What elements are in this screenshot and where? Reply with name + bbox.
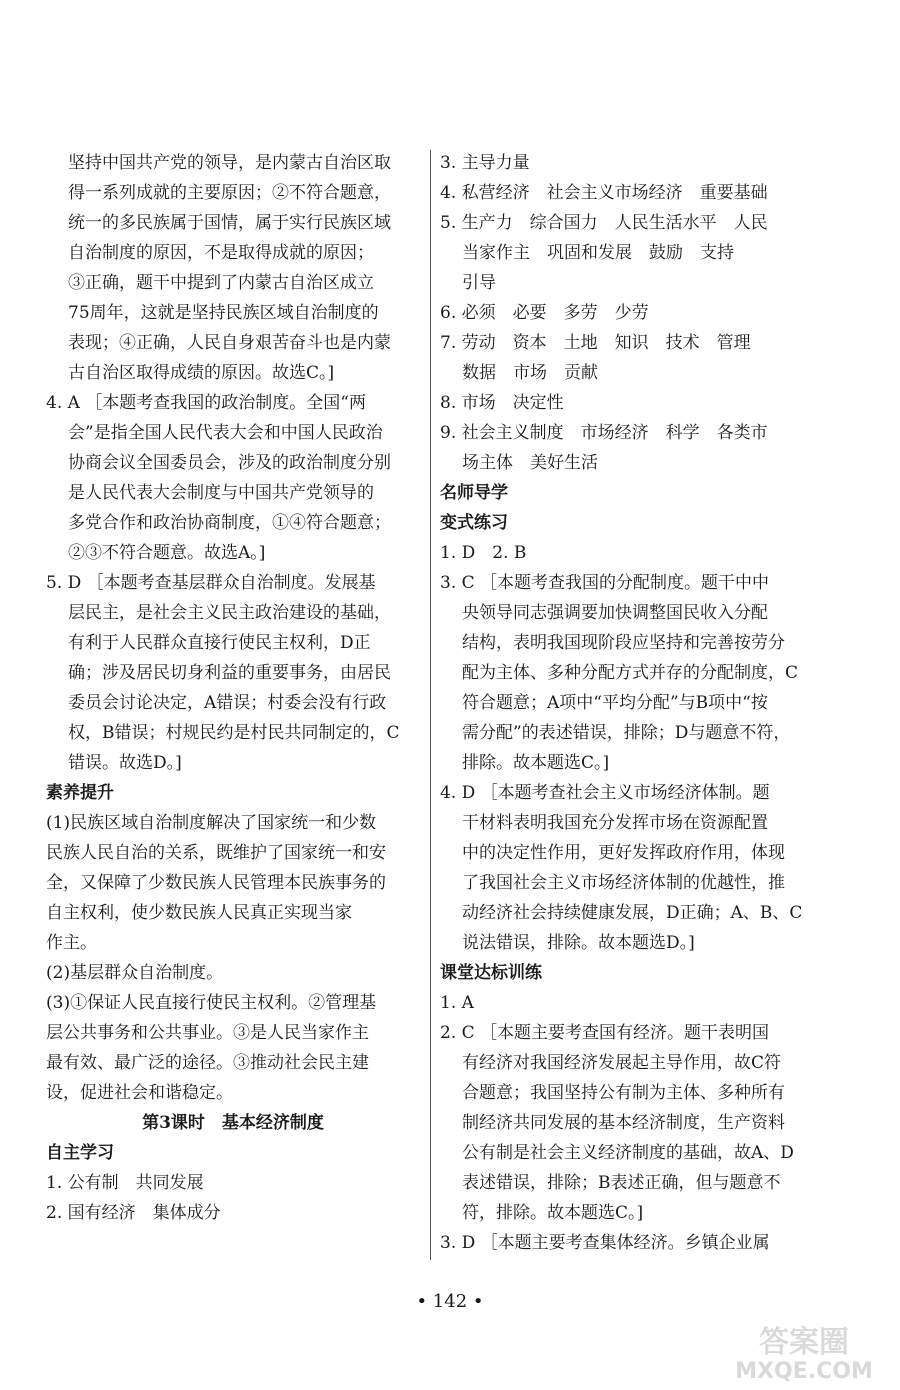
left-column (46, 148, 420, 1228)
left-text-line: 设，促进社会和谐稳定。 (46, 1083, 233, 1103)
right-text-line: 了我国社会主义市场经济体制的优越性，推 (462, 873, 785, 893)
right-text-line: 合题意；我国坚持公有制为主体、多种所有 (462, 1083, 785, 1103)
page-number: • 142 • (416, 1291, 484, 1312)
right-text-line: 3. 主导力量 (440, 153, 530, 173)
right-text-line: 3. C ［本题考查我国的分配制度。题干中中 (440, 573, 770, 593)
right-text-line: 表述错误，排除；B表述正确，但与题意不 (462, 1173, 781, 1193)
right-heading: 课堂达标训练 (440, 963, 542, 983)
right-text-line: 场主体 美好生活 (462, 453, 598, 473)
left-text-line: 最有效、最广泛的途径。③推动社会民主建 (46, 1053, 369, 1073)
left-text-line: 4. A ［本题考查我国的政治制度。全国“两 (46, 393, 366, 413)
right-text-line: 1. D 2. B (440, 543, 527, 563)
right-text-line: 制经济共同发展的基本经济制度，生产资料 (462, 1113, 785, 1133)
right-text-line: 4. 私营经济 社会主义市场经济 重要基础 (440, 183, 768, 203)
left-text-line: (3)①保证人民直接行使民主权利。②管理基 (46, 993, 377, 1013)
left-text-line: 权，B错误；村规民约是村民共同制定的，C (68, 723, 400, 743)
right-text-line: 符合题意；A项中“平均分配”与B项中“按 (462, 693, 768, 713)
right-text-line: 干材料表明我国充分发挥市场在资源配置 (462, 813, 768, 833)
left-text-line: 自治制度的原因，不是取得成就的原因； (68, 243, 374, 263)
left-text-line: 确；涉及居民切身利益的重要事务，由居民 (68, 663, 391, 683)
left-heading: 自主学习 (46, 1143, 114, 1163)
left-text-line: 民族人民自治的关系，既维护了国家统一和安 (46, 843, 386, 863)
right-text-line: 需分配”的表述错误，排除；D与题意不符， (462, 723, 791, 743)
watermark-url: MXQE.COM (735, 1359, 873, 1384)
left-text-line: 坚持中国共产党的领导，是内蒙古自治区取 (68, 153, 391, 173)
left-text-line: 作主。 (46, 933, 97, 953)
right-heading: 名师导学 (440, 483, 508, 503)
right-text-line: 排除。故本题选C。] (462, 753, 610, 773)
right-text-line: 结构，表明我国现阶段应坚持和完善按劳分 (462, 633, 785, 653)
column-divider (430, 150, 431, 1260)
right-text-line: 5. 生产力 综合国力 人民生活水平 人民 (440, 213, 768, 233)
left-text-line: ③正确，题干中提到了内蒙古自治区成立 (68, 273, 374, 293)
left-text-line: 古自治区取得成绩的原因。故选C。] (68, 363, 335, 383)
right-text-line: 配为主体、多种分配方式并存的分配制度，C (462, 663, 799, 683)
left-text-line: 协商会议全国委员会，涉及的政治制度分别 (68, 453, 391, 473)
right-text-line: 4. D ［本题考查社会主义市场经济体制。题 (440, 783, 770, 803)
right-text-line: 3. D ［本题主要考查集体经济。乡镇企业属 (440, 1233, 770, 1253)
left-text-line: ②③不符合题意。故选A。] (68, 543, 266, 563)
left-text-line: 2. 国有经济 集体成分 (46, 1203, 221, 1223)
left-text-line: (2)基层群众自治制度。 (46, 963, 224, 983)
left-text-line: 全，又保障了少数民族人民管理本民族事务的 (46, 873, 386, 893)
left-text-line: 表现；④正确，人民自身艰苦奋斗也是内蒙 (68, 333, 391, 353)
left-text-line: 层民主，是社会主义民主政治建设的基础， (68, 603, 391, 623)
left-text-line: 1. 公有制 共同发展 (46, 1173, 204, 1193)
left-text-line: 会”是指全国人民代表大会和中国人民政治 (68, 423, 383, 443)
left-heading: 素养提升 (46, 783, 114, 803)
right-column (440, 148, 818, 1258)
left-text-line: 是人民代表大会制度与中国共产党领导的 (68, 483, 374, 503)
left-text-line: 自主权利，使少数民族人民真正实现当家 (46, 903, 352, 923)
watermark-logo (718, 1318, 890, 1384)
left-text-line: 75周年，这就是坚持民族区域自治制度的 (68, 303, 379, 323)
right-heading: 变式练习 (440, 513, 508, 533)
right-text-line: 引导 (462, 273, 496, 293)
left-text-line: 委员会讨论决定，A错误；村委会没有行政 (68, 693, 387, 713)
right-text-line: 说法错误，排除。故本题选D。] (462, 933, 695, 953)
left-text-line: 统一的多民族属于国情，属于实行民族区域 (68, 213, 391, 233)
right-text-line: 央领导同志强调要加快调整国民收入分配 (462, 603, 768, 623)
right-text-line: 6. 必须 必要 多劳 少劳 (440, 303, 649, 323)
right-text-line: 7. 劳动 资本 土地 知识 技术 管理 (440, 333, 751, 353)
right-text-line: 8. 市场 决定性 (440, 393, 564, 413)
right-text-line: 动经济社会持续健康发展，D正确；A、B、C (462, 903, 803, 923)
right-text-line: 中的决定性作用，更好发挥政府作用，体现 (462, 843, 785, 863)
left-text-line: 层公共事务和公共事业。③是人民当家作主 (46, 1023, 369, 1043)
left-text-line: 错误。故选D。] (68, 753, 182, 773)
left-text-line: 有利于人民群众直接行使民主权利，D正 (68, 633, 371, 653)
right-text-line: 9. 社会主义制度 市场经济 科学 各类市 (440, 423, 768, 443)
left-heading: 第3课时 基本经济制度 (142, 1113, 324, 1133)
left-text-line: 得一系列成就的主要原因；②不符合题意， (68, 183, 391, 203)
watermark-title: 答案圈 (759, 1325, 849, 1360)
left-text-line: 多党合作和政治协商制度，①④符合题意； (68, 513, 391, 533)
right-text-line: 2. C ［本题主要考查国有经济。题干表明国 (440, 1023, 770, 1043)
right-text-line: 有经济对我国经济发展起主导作用，故C符 (462, 1053, 782, 1073)
left-text-line: 5. D ［本题考查基层群众自治制度。发展基 (46, 573, 376, 593)
left-text-line: (1)民族区域自治制度解决了国家统一和少数 (46, 813, 377, 833)
right-text-line: 当家作主 巩固和发展 鼓励 支持 (462, 243, 734, 263)
right-text-line: 1. A (440, 993, 474, 1013)
right-text-line: 数据 市场 贡献 (462, 363, 598, 383)
right-text-line: 公有制是社会主义经济制度的基础，故A、D (462, 1143, 794, 1163)
right-text-line: 符，排除。故本题选C。] (462, 1203, 644, 1223)
